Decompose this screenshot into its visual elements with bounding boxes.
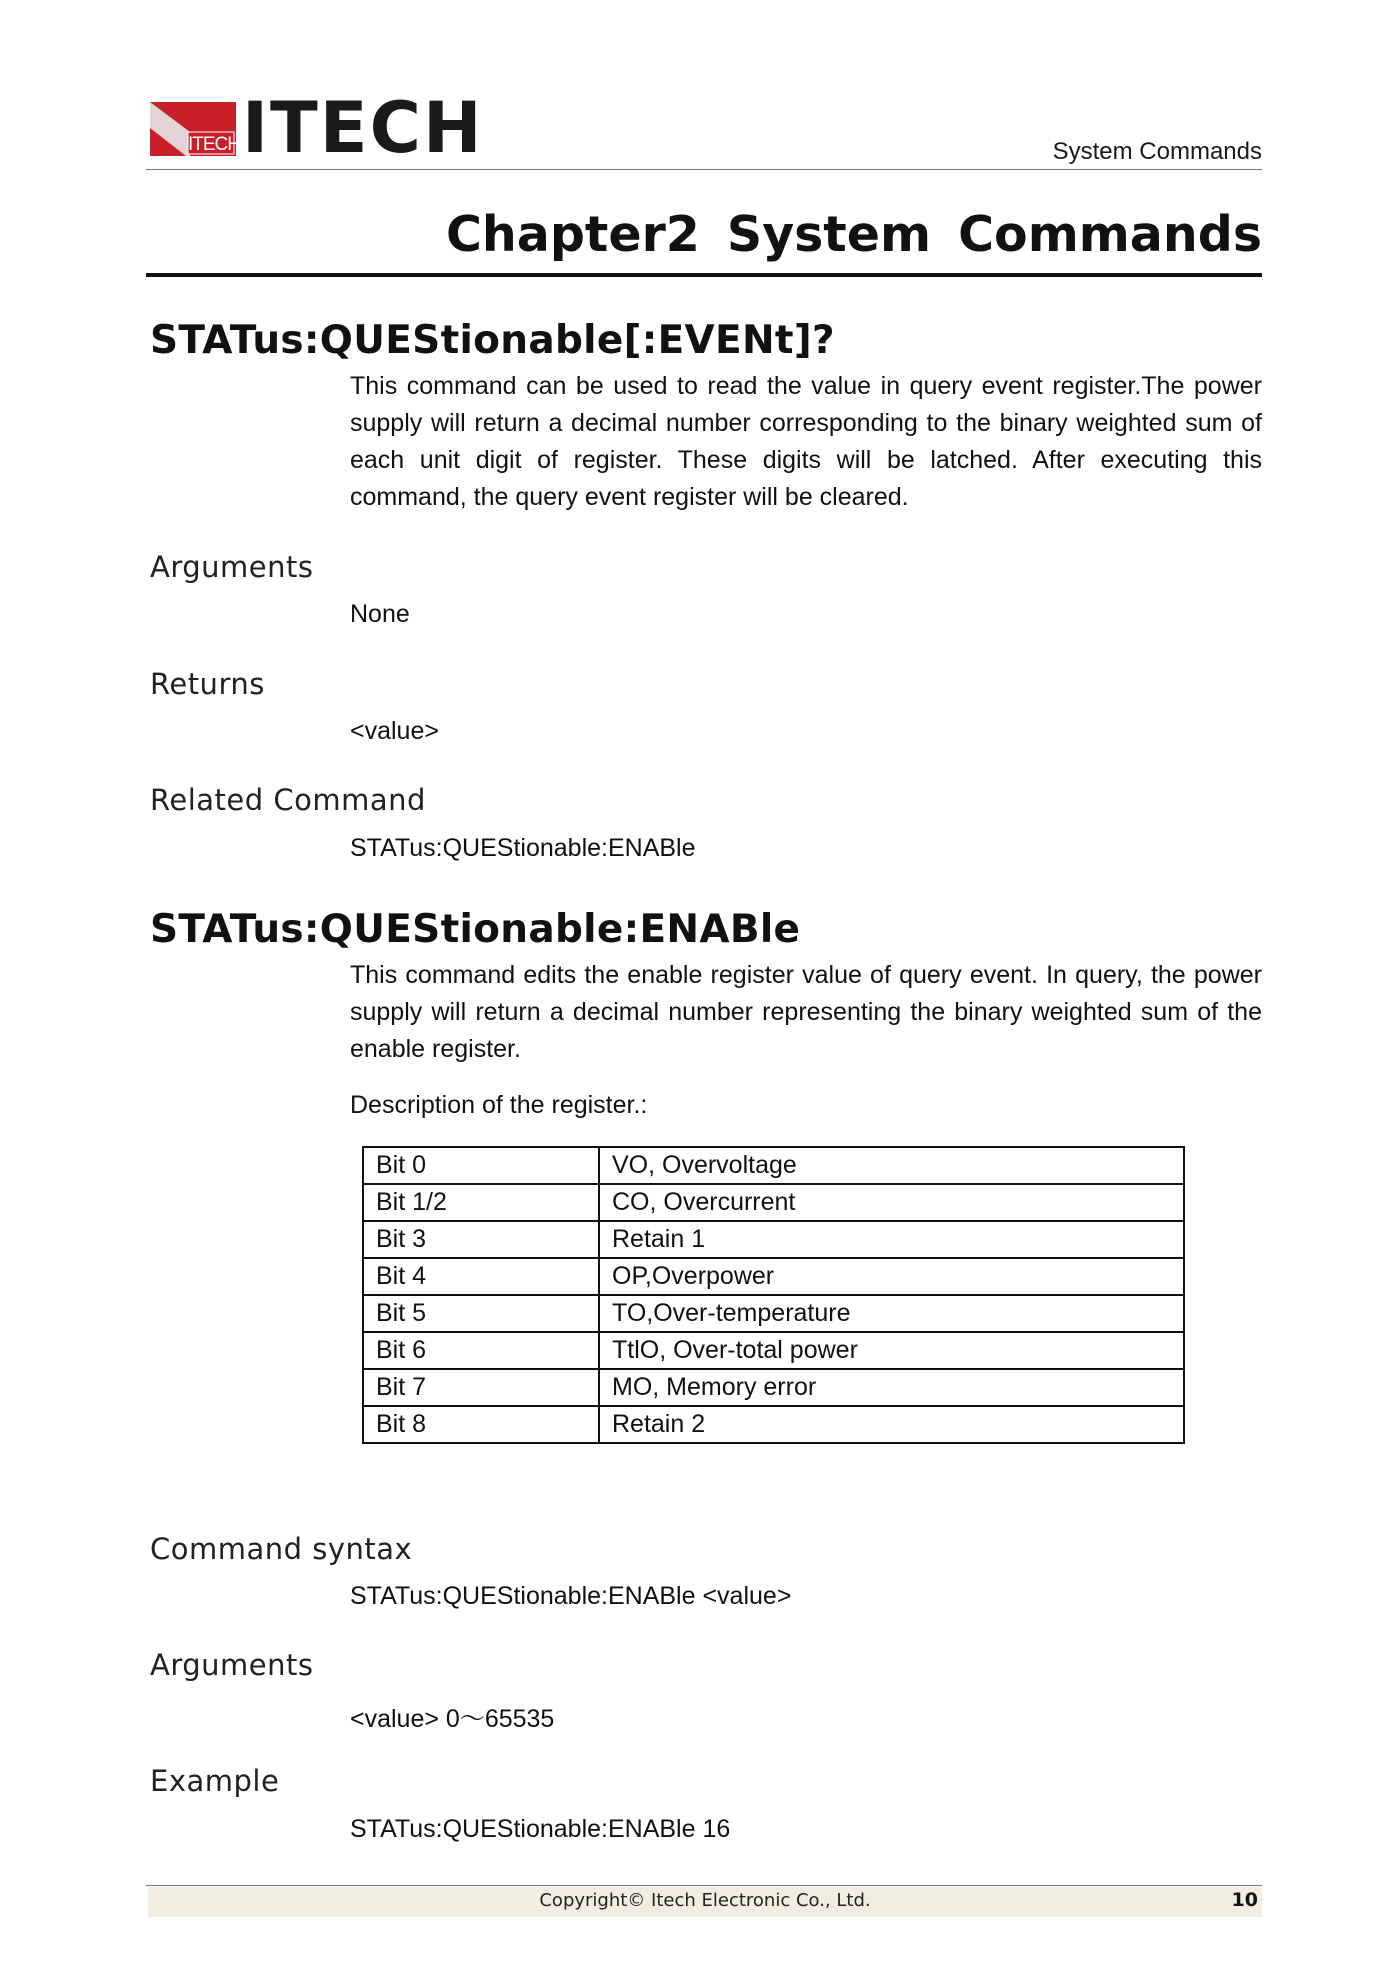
footer-divider [146, 1885, 1262, 1886]
header-divider [146, 169, 1262, 170]
table-row [363, 1295, 1184, 1332]
meaning-cell: TtlO, Over-total power [599, 1332, 1184, 1369]
meaning-cell: MO, Memory error [599, 1369, 1184, 1406]
command-description: This command can be used to read the value in query event register.The power supply will return a decimal number corresponding to the binary weighted sum of each unit digit of register. These digits will be latched. After executing this command, the query event register will be cleared. [350, 372, 1262, 511]
chapter-title: Chapter2 System Commands [445, 206, 1262, 263]
meaning-cell: OP,Overpower [599, 1258, 1184, 1295]
command-syntax-label: Command syntax [150, 1532, 413, 1566]
bit-cell: Bit 6 [363, 1332, 599, 1369]
returns-label: Returns [150, 667, 265, 701]
arguments-label: Arguments [150, 1648, 314, 1682]
returns-value: <value> [350, 717, 439, 745]
table-row [363, 1221, 1184, 1258]
command-description: This command edits the enable register value of query event. In query, the power supply will return a decimal number representing the binary weighted sum of the enable register. [350, 961, 1262, 1063]
table-row [363, 1184, 1184, 1221]
related-command-value: STATus:QUEStionable:ENABle [350, 834, 696, 862]
bit-cell: Bit 8 [363, 1406, 599, 1443]
register-table [362, 1146, 1185, 1444]
meaning-cell: CO, Overcurrent [599, 1184, 1184, 1221]
page-number: 10 [1231, 1889, 1258, 1911]
bit-cell: Bit 0 [363, 1147, 599, 1184]
command-syntax-value: STATus:QUEStionable:ENABle <value> [350, 1582, 792, 1610]
bit-cell: Bit 1/2 [363, 1184, 599, 1221]
related-command-label: Related Command [150, 783, 426, 817]
command-title: STATus:QUEStionable:ENABle [150, 907, 801, 952]
bit-cell: Bit 4 [363, 1258, 599, 1295]
itech-logo-mark-icon [150, 98, 240, 158]
meaning-cell: Retain 1 [599, 1221, 1184, 1258]
register-caption: Description of the register.: [350, 1091, 648, 1119]
table-row [363, 1147, 1184, 1184]
arguments-label: Arguments [150, 550, 314, 584]
meaning-cell: Retain 2 [599, 1406, 1184, 1443]
table-row [363, 1369, 1184, 1406]
command-title: STATus:QUEStionable[:EVENt]? [150, 318, 835, 363]
logo-mark-text: ITECH [188, 134, 240, 155]
arguments-value: <value> 0～65535 [350, 1705, 555, 1733]
meaning-cell: VO, Overvoltage [599, 1147, 1184, 1184]
header-section-title: System Commands [1052, 138, 1262, 165]
copyright-text: Copyright© Itech Electronic Co., Ltd. [539, 1890, 871, 1911]
example-label: Example [150, 1764, 280, 1798]
meaning-cell: TO,Over-temperature [599, 1295, 1184, 1332]
company-logo [150, 87, 484, 169]
table-row [363, 1258, 1184, 1295]
logo-wordmark: ITECH [242, 87, 484, 169]
bit-cell: Bit 3 [363, 1221, 599, 1258]
bit-cell: Bit 7 [363, 1369, 599, 1406]
chapter-divider [146, 273, 1262, 277]
table-row [363, 1406, 1184, 1443]
arguments-value: None [350, 600, 410, 628]
example-value: STATus:QUEStionable:ENABle 16 [350, 1815, 731, 1843]
table-row [363, 1332, 1184, 1369]
bit-cell: Bit 5 [363, 1295, 599, 1332]
